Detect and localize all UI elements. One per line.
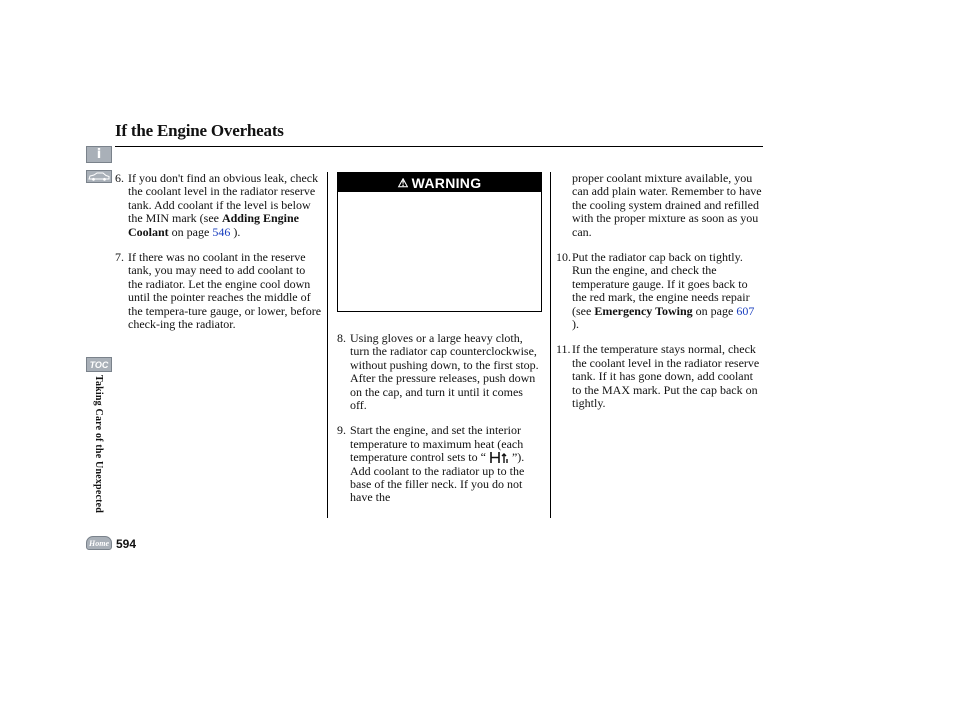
column-2 [337,332,542,505]
fan-heat-icon [489,451,509,464]
home-button[interactable] [86,536,112,550]
page-number: 594 [116,537,137,551]
warning-box [337,172,542,312]
info-icon: i [96,147,102,162]
section-tab[interactable]: Taking Care of the Unexpected [93,375,104,514]
adding-engine-coolant-ref: Adding Engine Coolant [128,211,300,239]
step-6: 6. If you don't find an obvious leak, check the coolant level in the radiator reserve tank. Add coolant if the level is below the MIN mark (see Adding Engine Coolant on page 546 ). [115,171,319,239]
step-7: 7. If there was no coolant in the reserve tank, you may need to add coolant to the radiator. Let the engine cool down until the pointer reaches the middle of the tempera-ture gauge, or lower, before check-ing the radiator. [115,250,322,332]
title-divider [115,146,763,147]
toc-button[interactable] [86,357,112,372]
step-10: 10. Put the radiator cap back on tightly. Run the engine, and check the temperature gauge. If it goes back to the red mark, the engine needs repair (see Emergency Towing on page 607 ). [556,250,755,332]
column-3 [556,172,763,411]
page-title: If the Engine Overheats [115,121,284,140]
warning-triangle-icon: ⚠ [397,175,409,190]
step-9: 9. Start the engine, and set the interior temperature to maximum heat (each temperature control sets to “ ”). Add coolant to the radiator up to the base of the filler neck. If you do not have the [337,423,525,505]
page-link-546[interactable]: 546 [212,224,231,239]
step-8: 8. Using gloves or a large heavy cloth, turn the radiator cap counterclockwise, without pushing down, to the first stop. After the pressure releases, push down on the cap, and turn it until it comes off. [337,331,539,413]
column-divider [550,172,551,518]
column-divider [327,172,328,518]
emergency-towing-ref: Emergency Towing [594,303,693,318]
vehicle-index-button[interactable] [86,170,112,183]
page-link-607[interactable]: 607 [736,303,755,318]
toc-label: TOC [89,359,109,370]
step-9-continued: proper coolant mixture available, you can add plain water. Remember to have the cooling system drained and refilled with the proper mixture as soon as you can. [572,171,762,239]
warning-header: ⚠ WARNING [338,173,541,192]
info-button[interactable] [86,146,112,163]
step-11: 11. If the temperature stays normal, check the coolant level in the radiator reserve tank. If it has gone down, add coolant to the MAX mark. Put the cap back on tightly. [556,342,760,411]
home-icon: Home [89,538,109,548]
column-1 [115,172,322,331]
car-icon [88,172,110,181]
